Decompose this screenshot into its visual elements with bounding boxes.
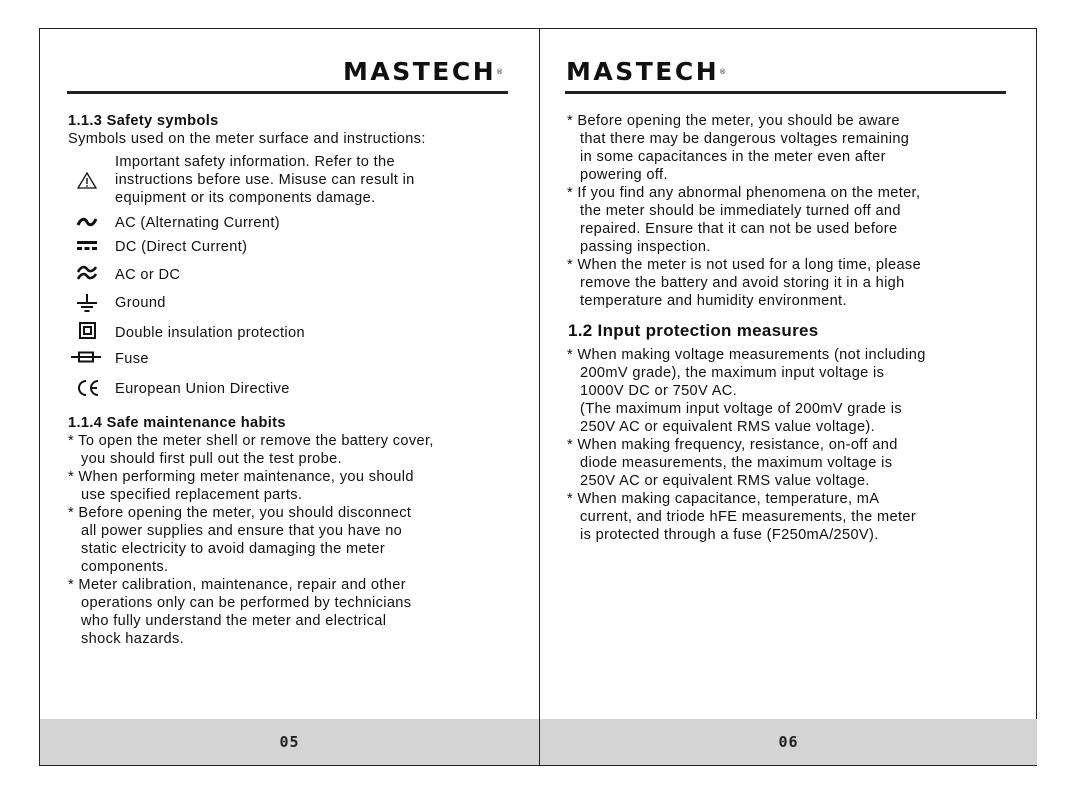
page-footer-right — [540, 719, 1037, 765]
manual-spread — [39, 28, 1037, 766]
symbol-desc-fuse: Fuse — [115, 351, 149, 367]
meter-safety-bullet-list — [567, 112, 921, 310]
left-page — [40, 29, 540, 765]
mastech-logo: MASTECH® — [566, 57, 727, 86]
maintenance-bullet-list — [68, 432, 434, 648]
symbol-desc-ground: Ground — [115, 295, 166, 311]
symbol-desc-ce: European Union Directive — [115, 381, 290, 397]
right-page — [540, 29, 1037, 765]
header-rule — [565, 91, 1006, 94]
list-item: * If you find any abnormal phenomena on the meter, the meter should be immediately turned off and repaired. Ensure that it can not be used before passing inspection. — [567, 185, 921, 255]
ac-tilde-icon — [76, 215, 98, 229]
input-protection-bullet-list — [567, 346, 926, 544]
symbol-desc-double-insulation: Double insulation protection — [115, 325, 305, 341]
list-item: * Meter calibration, maintenance, repair and other operations only can be performed by technicians who fully understand the meter and electrical shock hazards. — [68, 577, 412, 647]
page-number: 05 — [279, 733, 300, 751]
warning-triangle-icon — [77, 172, 97, 189]
page-number: 06 — [778, 733, 799, 751]
ac-or-dc-icon — [76, 265, 98, 281]
list-item: * When making frequency, resistance, on-off and diode measurements, the maximum voltage is 250V AC or equivalent RMS value voltage. — [567, 437, 898, 489]
symbol-desc-ac-dc: AC or DC — [115, 267, 181, 283]
list-item: * When the meter is not used for a long time, please remove the battery and avoid storing it in a high temperature and humidity environment. — [567, 257, 922, 309]
fuse-icon — [71, 351, 101, 363]
list-item: * When performing meter maintenance, you should use specified replacement parts. — [68, 469, 414, 503]
page-footer-left — [40, 719, 539, 765]
section-intro-113: Symbols used on the meter surface and instructions: — [68, 131, 426, 147]
mastech-logo: MASTECH® — [343, 57, 504, 86]
double-insulation-icon — [79, 322, 96, 339]
section-heading-113: 1.1.3 Safety symbols — [68, 113, 219, 129]
list-item: * Before opening the meter, you should be aware that there may be dangerous voltages remaining in some capacitances in the meter even after powering off. — [567, 113, 910, 183]
symbol-desc-warning: Important safety information. Refer to the instructions before use. Misuse can result in equipment or its components damage. — [115, 154, 415, 206]
symbol-desc-ac: AC (Alternating Current) — [115, 215, 280, 231]
header-rule — [67, 91, 508, 94]
list-item: * When making capacitance, temperature, mA current, and triode hFE measurements, the meter is protected through a fuse (F250mA/250V). — [567, 491, 917, 543]
dc-icon — [76, 240, 98, 252]
ce-mark-icon — [76, 379, 100, 397]
list-item: * To open the meter shell or remove the battery cover, you should first pull out the test probe. — [68, 433, 434, 467]
section-heading-114: 1.1.4 Safe maintenance habits — [68, 415, 286, 431]
list-item: * When making voltage measurements (not including 200mV grade), the maximum input voltage is 1000V DC or 750V AC. (The maximum input voltage of 200mV grade is 250V AC or equivalent RMS value voltage). — [567, 347, 926, 435]
section-heading-12: 1.2 Input protection measures — [568, 321, 819, 340]
ground-icon — [76, 293, 98, 313]
symbol-desc-dc: DC (Direct Current) — [115, 239, 248, 255]
list-item: * Before opening the meter, you should disconnect all power supplies and ensure that you have no static electricity to avoid damaging the meter components. — [68, 505, 412, 575]
